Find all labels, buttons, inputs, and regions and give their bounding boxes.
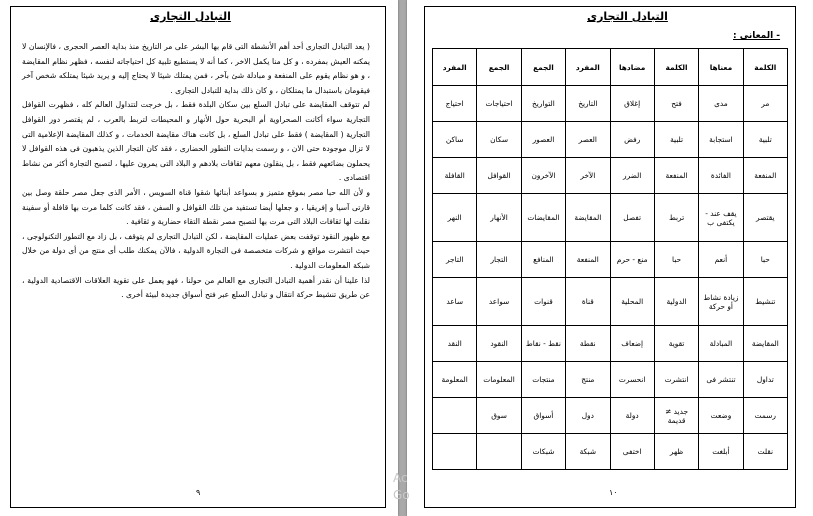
table-cell: النقد bbox=[433, 326, 477, 362]
table-cell: مدى bbox=[699, 86, 743, 122]
table-cell: تقوية bbox=[654, 326, 698, 362]
column-header: معناها bbox=[699, 49, 743, 86]
paragraph: مع ظهور النقود توقفت بعض عمليات المقايضة ، لكن التبادل التجارى لم يتوقف ، بل زاد مع التطور التكنولوجى ، حيث انتشرت مواقع و شركات متخصصة فى التجارة الدولية ، فالآن يمكنك طلب أى منتج من أى دولة من خلال شبكة المعلومات الدولية . bbox=[22, 231, 370, 270]
table-cell: قناة bbox=[566, 278, 610, 326]
table-cell: الآخرون bbox=[521, 158, 565, 194]
table-cell: انتشرت bbox=[654, 362, 698, 398]
table-cell bbox=[477, 434, 521, 470]
table-cell: منتجات bbox=[521, 362, 565, 398]
table-header-row bbox=[433, 49, 788, 86]
table-cell: تربط bbox=[654, 194, 698, 242]
table-cell: ساكن bbox=[433, 122, 477, 158]
table-cell: المعلومات bbox=[477, 362, 521, 398]
table-cell: الأنهار bbox=[477, 194, 521, 242]
column-header: المفرد bbox=[566, 49, 610, 86]
column-header: الجمع bbox=[477, 49, 521, 86]
paragraph: لم تتوقف المقايضة على تبادل السلع بين سكان البلدة فقط ، بل خرجت لتتداول العالم كله ، فظهرت القوافل التجارية سواء أكانت الصحراوية أم البحرية حول الأنهار و المحيطات لتربط بالعرب ، لم يقتصر دور القوافل التجارية ( المقايضة ) فقط على تبادل السلع ، بل كانت هناك مقايضة الخدمات ، و كذلك المقايضة الإعلامية التى لا تزال موجودة حتى الان ، و رسمت بدايات التطور الحضارى ، فقد كان التجار الذين يذهبون فى هذه القوافل لا يحملون بضائعهم فقط ، بل ينقلون معهم ثقافات بلادهم و البلاد التى يمرون عليها ، لتصبح التجارة أكثر من نشاط اقتصادى . bbox=[22, 100, 370, 183]
table-cell: نقلت bbox=[743, 434, 787, 470]
paragraph: لذا علينا أن نقدر أهمية التبادل التجارى مع العالم من حولنا ، فهو يعمل على تقوية العلاقات الاقتصادية الدولية ، عن طريق تنشيط حركة انتقال و تبادل السلع عبر فتح أسواق جديدة لبيئة أخرى . bbox=[22, 275, 370, 300]
table-cell: إغلاق bbox=[610, 86, 654, 122]
table-cell: نقط - نقاط bbox=[521, 326, 565, 362]
table-cell: سوق bbox=[477, 398, 521, 434]
table-cell: المعلومة bbox=[433, 362, 477, 398]
table-cell: المقايضة bbox=[743, 326, 787, 362]
table-cell: العصور bbox=[521, 122, 565, 158]
table-row bbox=[433, 398, 788, 434]
table-cell: تداول bbox=[743, 362, 787, 398]
table-cell: ظهر bbox=[654, 434, 698, 470]
table-cell: أبلغت bbox=[699, 434, 743, 470]
table-cell: تنشيط bbox=[743, 278, 787, 326]
table-row bbox=[433, 242, 788, 278]
table-cell: المقايضة bbox=[566, 194, 610, 242]
vocabulary-table bbox=[432, 48, 788, 470]
page-number: ٩ bbox=[196, 488, 201, 497]
table-cell: المنفعة bbox=[654, 158, 698, 194]
table-cell: احتياجات bbox=[477, 86, 521, 122]
table-cell: منع - حرم bbox=[610, 242, 654, 278]
document-page-left bbox=[0, 0, 398, 516]
table-cell: التاجر bbox=[433, 242, 477, 278]
table-cell: النهر bbox=[433, 194, 477, 242]
table-cell: يقتصر bbox=[743, 194, 787, 242]
table-cell: العصر bbox=[566, 122, 610, 158]
table-cell: الضرر bbox=[610, 158, 654, 194]
table-cell: أسواق bbox=[521, 398, 565, 434]
table-cell: زيادة نشاط أو حركة bbox=[699, 278, 743, 326]
table-cell: أنعم bbox=[699, 242, 743, 278]
table-cell: فتح bbox=[654, 86, 698, 122]
table-cell: جديد ≠ قديمة bbox=[654, 398, 698, 434]
table-cell: استجابة bbox=[699, 122, 743, 158]
article-body bbox=[22, 40, 370, 303]
table-cell: منتج bbox=[566, 362, 610, 398]
table-cell: المنفعة bbox=[566, 242, 610, 278]
table-cell: التواريخ bbox=[521, 86, 565, 122]
section-label: - المعانى : bbox=[733, 31, 781, 41]
table-cell bbox=[433, 434, 477, 470]
table-cell: احتياج bbox=[433, 86, 477, 122]
table-cell: التجار bbox=[477, 242, 521, 278]
table-cell: تنتشر فى bbox=[699, 362, 743, 398]
table-cell: القافلة bbox=[433, 158, 477, 194]
table-cell: إضعاف bbox=[610, 326, 654, 362]
table-cell: اختفى bbox=[610, 434, 654, 470]
column-header: الكلمة bbox=[743, 49, 787, 86]
table-cell: حبا bbox=[743, 242, 787, 278]
table-cell: وضعت bbox=[699, 398, 743, 434]
table-row bbox=[433, 278, 788, 326]
table-row bbox=[433, 194, 788, 242]
table-cell: المقايضات bbox=[521, 194, 565, 242]
table-cell: المحلية bbox=[610, 278, 654, 326]
paragraph: ( يعد التبادل التجارى أحد أهم الأنشطة التى قام بها البشر على مر التاريخ منذ بداية العصر الحجرى ، فالإنسان لا يمكنه العيش بمفرده ، و كل منا يكمل الاخر ، كما أنه لا يستطيع تلبية كل احتياجاته لنفسه ، فظهر نظام المقايضة ، و هو نظام يقوم على المنفعة و مبادلة شئ بآخر ، فمن يمتلك شيئا لا يحتاج إليه و يريد شيئا يمتلكه شخص آخر فيقومان باستبدال ما يمتلكان ، و كان ذلك بداية للتبادل التجارى . bbox=[22, 42, 370, 95]
paragraph: و لأن الله حبا مصر بموقع متميز و بسواعد أبنائها شقوا قناة السويس ، الأمر الذى جعل مصر حلقة وصل بين قارتى آسيا و إفريقيا ، و جعلها أيضا تستفيد من تلك القوافل و السفن ، فقد كانت كلما مرت بها قافلة أو سفينة نقلت لها ثقافات البلاد التى مرت بها لتصبح مصر نقطة التقاء حضارية و ثقافية . bbox=[22, 187, 370, 227]
table-row bbox=[433, 434, 788, 470]
table-cell: قنوات bbox=[521, 278, 565, 326]
table-cell: المبادلة bbox=[699, 326, 743, 362]
table-cell: دولة bbox=[610, 398, 654, 434]
table-cell: تفصل bbox=[610, 194, 654, 242]
table-row bbox=[433, 86, 788, 122]
table-row bbox=[433, 158, 788, 194]
table-cell: شبكة bbox=[566, 434, 610, 470]
table-cell: سكان bbox=[477, 122, 521, 158]
page-title: التبادل التجارى bbox=[150, 10, 231, 23]
page-title: التبادل التجارى bbox=[587, 10, 668, 23]
table-cell: تلبية bbox=[654, 122, 698, 158]
table-cell: المنفعة bbox=[743, 158, 787, 194]
column-header: الكلمة bbox=[654, 49, 698, 86]
table-cell: يقف عند - يكتفى ب bbox=[699, 194, 743, 242]
watermark-text: Ac bbox=[393, 471, 408, 485]
table-row bbox=[433, 362, 788, 398]
table-cell: المنافع bbox=[521, 242, 565, 278]
column-header: المفرد bbox=[433, 49, 477, 86]
table-cell: سواعد bbox=[477, 278, 521, 326]
watermark-text: Go bbox=[393, 488, 410, 502]
table-cell: تلبية bbox=[743, 122, 787, 158]
table-cell: مر bbox=[743, 86, 787, 122]
edge-watermark bbox=[393, 470, 413, 504]
table-row bbox=[433, 326, 788, 362]
table-cell: دول bbox=[566, 398, 610, 434]
table-cell: الدولية bbox=[654, 278, 698, 326]
table-cell: التاريخ bbox=[566, 86, 610, 122]
table-cell bbox=[433, 398, 477, 434]
page-number: ١٠ bbox=[609, 488, 618, 497]
table-cell: رفض bbox=[610, 122, 654, 158]
table-cell: الفائدة bbox=[699, 158, 743, 194]
table-cell: شبكات bbox=[521, 434, 565, 470]
table-cell: الآخر bbox=[566, 158, 610, 194]
table-cell: القوافل bbox=[477, 158, 521, 194]
table-cell: نقطة bbox=[566, 326, 610, 362]
document-page-right bbox=[407, 0, 813, 516]
table-cell: انحسرت bbox=[610, 362, 654, 398]
table-cell: النقود bbox=[477, 326, 521, 362]
table-cell: رسمت bbox=[743, 398, 787, 434]
column-header: مضادها bbox=[610, 49, 654, 86]
table-cell: حبا bbox=[654, 242, 698, 278]
column-header: الجمع bbox=[521, 49, 565, 86]
table-cell: ساعد bbox=[433, 278, 477, 326]
table-row bbox=[433, 122, 788, 158]
